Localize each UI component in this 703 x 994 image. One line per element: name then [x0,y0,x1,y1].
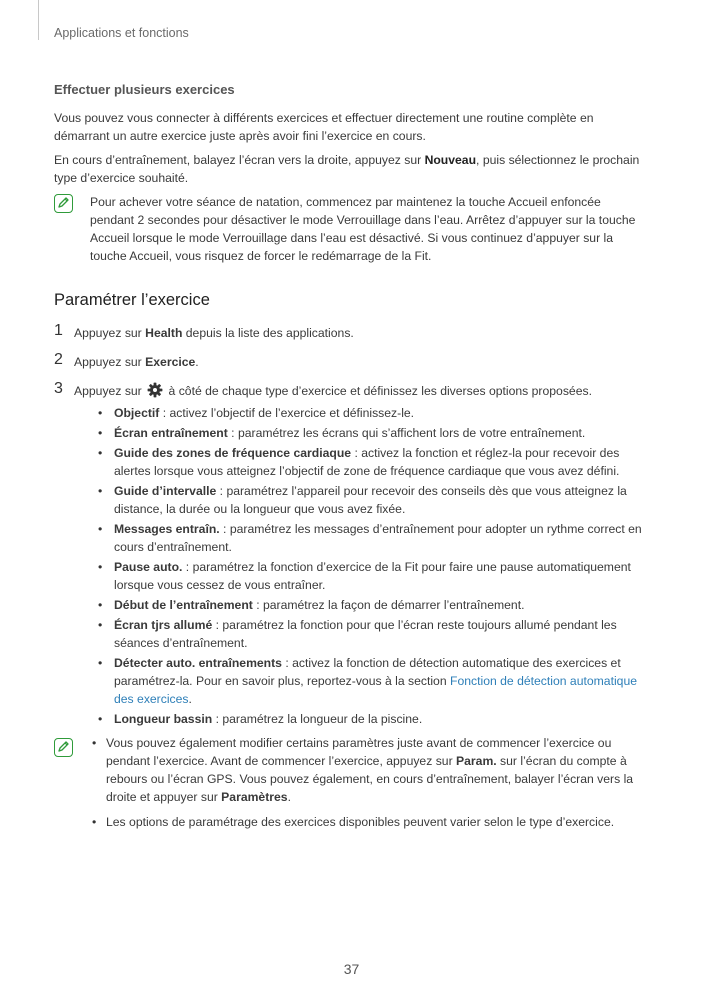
note-pencil-icon [54,738,73,757]
page-content [54,82,646,838]
option-item: • Guide des zones de fréquence cardiaque : activez la fonction et réglez-la pour recevoir des alertes lorsque vous atteignez l’objectif de zone de fréquence cardiaque que vous avez défini. [94,444,646,480]
ui-term: Paramètres [221,790,288,804]
step-item: 2 Appuyez sur Exercice. [54,351,199,369]
step-number: 3 [54,380,63,397]
ui-term: Param. [456,754,497,768]
note-text: Pour achever votre séance de natation, commencez par maintenez la touche Accueil enfoncée pendant 2 secondes pour désactiver le mode Verrouillage dans l’eau. Arrêtez d’appuyer sur la touche Accueil lorsque le mode Verrouillage dans l’eau est désactivé. Si vous continuez d’appuyer sur la touche Accueil, vous risquez de forcer le redémarrage de la Fit. [90,195,636,263]
ui-term: Exercice [145,355,196,369]
paragraph: En cours d’entraînement, balayez l’écran vers la droite, appuyez sur Nouveau, puis sélectionnez le prochain type d’exercice souhaité. [54,153,640,185]
note-item: • Les options de paramétrage des exercices disponibles peuvent varier selon le type d’exercice. [90,813,646,831]
step-number: 2 [54,351,63,368]
note-item: • Vous pouvez également modifier certains paramètres juste avant de commencer l’exercice ou pendant l’exercice. Avant de commencer l’exercice, appuyez sur Param. sur l’écran du compte à rebours ou l’écran GPS. Vous pouvez également, en cours d’entraînement, balayer l’écran vers la droite et appuyer sur Paramètres. [90,734,646,806]
note-box [54,734,646,831]
step-item: 3 Appuyez sur à côté de chaque type d’exercice et définissez les diverses options proposées. • Objectif : activez l’objectif de l’exercice et définissez-le. • Écran entraînement : paramétrez les écrans qui s’affichent lors de votre entraînement. • Guide des zones de fréquence cardiaque : activez la fonction et réglez-la pour recevoir des alertes lorsque vous atteignez l’objectif de zone de fréquence cardiaque que vous avez défini. • Guide d’intervalle : paramétrez l’appareil pour recevoir des conseils dès que vous atteignez la distance, la durée ou la longueur que vous avez fixée. • Messages entraîn. : paramétrez les messages d’entraînement pour adopter un rythme correct en cours d’entraînement. • Pause auto. : paramétrez la fonction d’exercice de la Fit pour faire une pause automatiquement lorsque vous cessez de vous entraîner. • Début de l’entraînement : paramétrez la façon de démarrer l’entraînement. • Écran tjrs allumé : paramétrez la fonction pour que l’écran reste toujours allumé pendant les séances d’entraînement. • Détecter auto. entraînements : activez la fonction de détection automatique des exercices et paramétrez-la. Pour en savoir plus, reportez-vous à la section Fonction de détection automatique des exercices. • Longueur bassin : paramétrez la longueur de la piscine. [54,382,646,728]
step-item: 1 Appuyez sur Health depuis la liste des applications. [54,322,354,340]
gear-icon [147,382,163,398]
step-number: 1 [54,322,63,339]
option-item: • Début de l’entraînement : paramétrez la façon de démarrer l’entraînement. [94,596,646,614]
note-list [90,734,646,831]
ui-term: Nouveau [424,153,477,167]
option-item: • Longueur bassin : paramétrez la longueur de la piscine. [94,710,646,728]
ui-term: Health [145,326,183,340]
option-item: • Objectif : activez l’objectif de l’exercice et définissez-le. [94,404,646,422]
running-header: Applications et fonctions [54,26,189,40]
option-item: • Détecter auto. entraînements : activez la fonction de détection automatique des exercices et paramétrez-la. Pour en savoir plus, reportez-vous à la section Fonction de détection automatique des exercices. [94,654,646,708]
options-list [74,404,646,728]
header-rule [38,0,39,40]
note-pencil-icon [54,194,73,213]
cross-reference-link[interactable]: Fonction de détection automatique des exercices [114,674,638,706]
subsection-heading: Effectuer plusieurs exercices [54,82,235,97]
note-box [54,193,646,265]
option-item: • Écran entraînement : paramétrez les écrans qui s’affichent lors de votre entraînement. [94,424,646,442]
page-number: 37 [343,961,360,977]
option-item: • Guide d’intervalle : paramétrez l’appareil pour recevoir des conseils dès que vous atteignez la distance, la durée ou la longueur que vous avez fixée. [94,482,646,518]
option-item: • Pause auto. : paramétrez la fonction d’exercice de la Fit pour faire une pause automatiquement lorsque vous cessez de vous entraîner. [94,558,646,594]
option-item: • Écran tjrs allumé : paramétrez la fonction pour que l’écran reste toujours allumé pendant les séances d’entraînement. [94,616,646,652]
paragraph: Vous pouvez vous connecter à différents exercices et effectuer directement une routine complète en démarrant un autre exercice juste après avoir fini l’exercice en cours. [54,111,594,143]
option-item: • Messages entraîn. : paramétrez les messages d’entraînement pour adopter un rythme correct en cours d’entraînement. [94,520,646,556]
section-heading: Paramétrer l’exercice [54,291,210,309]
steps-list [54,324,646,728]
